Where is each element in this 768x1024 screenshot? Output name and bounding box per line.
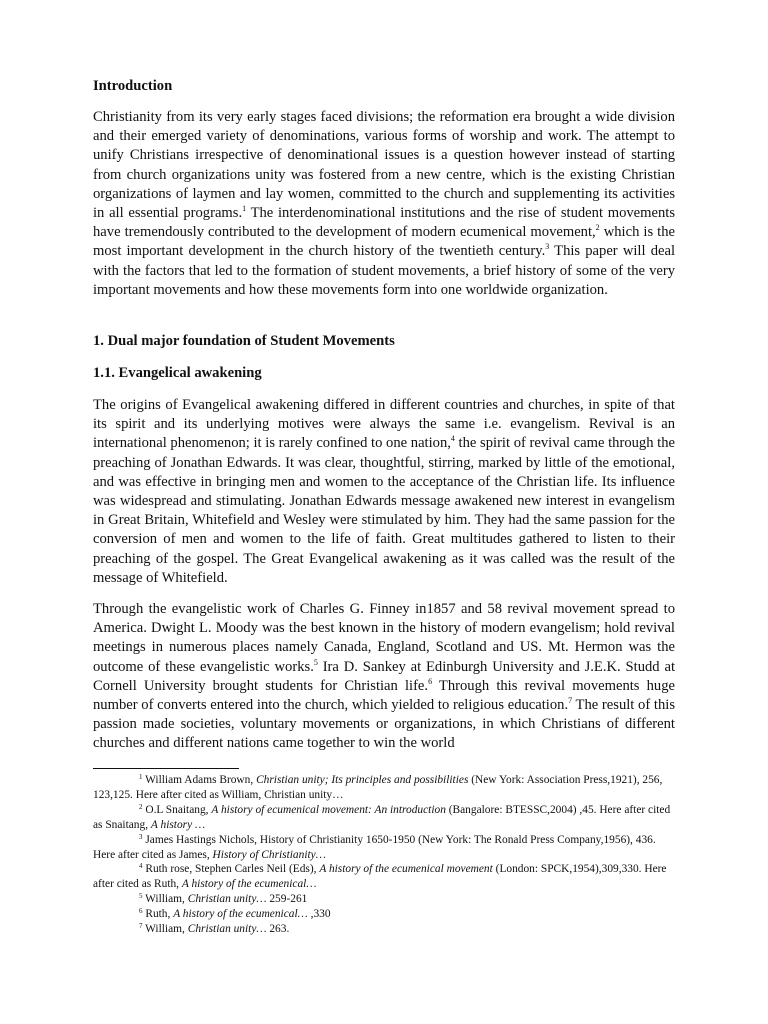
evangelical-awakening-paragraph: The origins of Evangelical awakening differed in different countries and churches, in spite of that its spirit and its underlying motives were always the same i.e. evangelism. Revival is an international phenomenon; it is rarely confined to one nation,$^4$ the spirit of revival came through the preaching of Jonathan Edwards. It was clear, thoughtful, stirring, marked by little of the emotional, and was effective in bringing men and women to the acceptance of the Christian life. Its influence was widespread and stimulating. Jonathan Edwards message awakened new interest in evangelism in Great Britain, Whitefield and Wesley were stimulated by him. They had the same passion for the conversion of men and women to the life of faith. Great multitudes gathered to listen to their preaching of the gospel. The Great Evangelical awakening as it was called was the result of the message of Whitefield. (93, 397, 675, 586)
introduction-paragraph: Christianity from its very early stages faced divisions; the reformation era brought a wide division and their emerged variety of denominations, various forms of worship and work. The attempt to unify Christians irrespective of denominational issues is a question however instead of starting from church organizations unity was fostered from a new centre, which is the existing Christian organizations of laymen and lay women, committed to the church and supplementing its activities in all essential programs.$^1$ The interdenominational institutions and the rise of student movements have tremendously contributed to the development of modern ecumenical movement,$^2$ which is the most important development in the church history of the twentieth century.$^3$ This paper will deal with the factors that led to the formation of student movements, a brief history of some of the very important movements and how these movements form into one worldwide organization. (93, 109, 675, 298)
footnotes (93, 773, 675, 937)
footnote-3: $^3$ James Hastings Nichols, History of Christianity 1650-1950 (New York: The Ronald Press Company,1956), 436. Here after cited as James, History of Christianity… (93, 832, 656, 861)
italic-text: A history of ecumenical movement: An introduction (211, 803, 446, 816)
italic-text: Christian unity… (187, 893, 267, 906)
finney-revival-paragraph: Through the evangelistic work of Charles G. Finney in1857 and 58 revival movement spread to America. Dwight L. Moody was the best known in the history of modern evangelism; hold revival meetings in numerous places namely Canada, England, Scotland and US. Mt. Hermon was the outcome of these evangelistic works.$^5$ Ira D. Sankey at Edinburgh University and J.E.K. Studd at Cornell University brought students for Christian life.$^6$ Through this revival movements huge number of converts entered into the church, which yielded to religious education.$^7$ The result of this passion made societies, voluntary movements or organizations, in which Christians of different churches and different nations came together to win the world (93, 601, 675, 752)
footnote-marker: 1 (242, 204, 247, 214)
footnote-marker: 7 (568, 696, 573, 706)
italic-text: A history of the ecumenical… (181, 878, 317, 891)
italic-text: Christian unity… (187, 923, 267, 936)
footnote-4: $^4$ Ruth rose, Stephen Carles Neil (Eds), A history of the ecumenical movement (London: SPCK,1954),309,330. Here after cited as Ruth, A history of the ecumenical… (93, 862, 667, 891)
footnote-marker: 2 (139, 802, 143, 811)
footnote-2: $^2$ O.L Snaitang, A history of ecumenical movement: An introduction (Bangalore: BTESSC,2004) ,45. Here after cited as Snaitang, A history … (93, 802, 671, 831)
introduction-heading: Introduction (93, 78, 173, 94)
section-1-1-heading: 1.1. Evangelical awakening (93, 365, 262, 381)
footnote-marker: 7 (139, 922, 143, 931)
footnote-marker: 3 (139, 832, 143, 841)
footnote-marker: 4 (139, 862, 143, 871)
footnote-marker: 4 (450, 434, 455, 444)
italic-text: Christian unity; Its principles and possibilities (256, 774, 469, 786)
section-1-heading: 1. Dual major foundation of Student Movements (93, 333, 395, 349)
footnote-1: $^1$ William Adams Brown, Christian unity; Its principles and possibilities (New York: Association Press,1921), 256, 123,125. Here after cited as William, Christian unity… (93, 773, 663, 801)
footnote-marker: 6 (139, 907, 143, 916)
footnote-marker: 6 (428, 676, 433, 686)
italic-text: A history of the ecumenical… (173, 908, 308, 921)
footnote-marker: 3 (545, 242, 550, 252)
footnote-marker: 5 (313, 657, 318, 667)
footnote-7: $^7$ William, Christian unity… 263. (139, 922, 290, 936)
italic-text: A history of the ecumenical movement (319, 863, 493, 876)
italic-text: A history … (150, 818, 206, 831)
italic-text: History of Christianity… (212, 848, 326, 861)
footnote-marker: 1 (139, 773, 143, 781)
footnote-5: $^5$ William, Christian unity… 259-261 (139, 892, 308, 906)
footnote-separator (93, 768, 239, 769)
footnote-marker: 2 (595, 223, 600, 233)
footnote-6: $^6$ Ruth, A history of the ecumenical… ,330 (139, 907, 331, 921)
footnote-marker: 5 (139, 892, 143, 901)
